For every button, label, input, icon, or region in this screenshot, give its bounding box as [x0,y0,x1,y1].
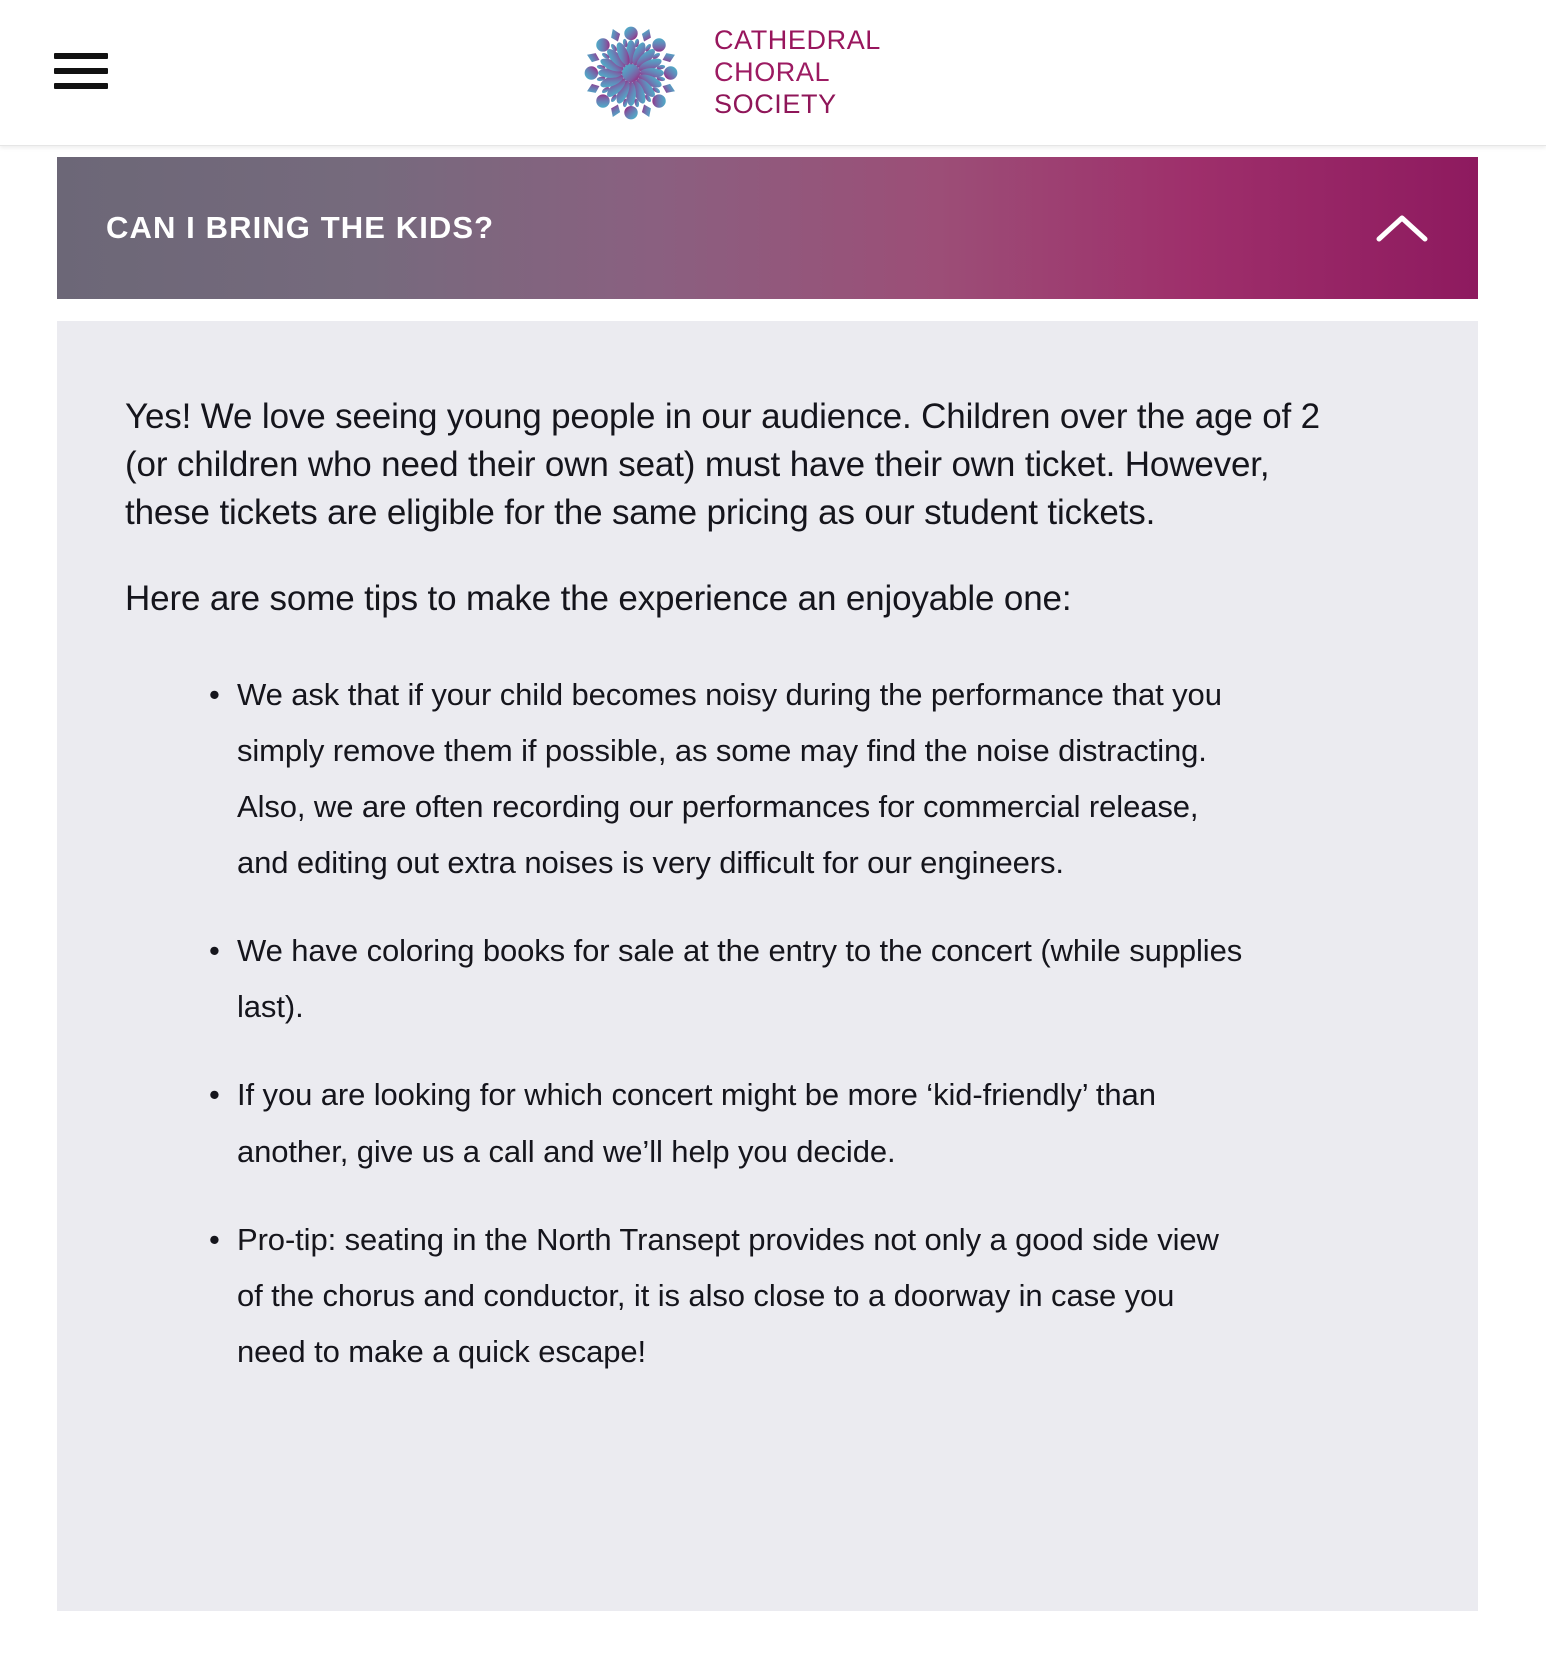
list-item: • We ask that if your child becomes noisy during the performance that you simply remove them if possible, as some may find the noise distracting. Also, we are often recording our performances for commercial release, and editing out extra noises is very difficult for our engineers. [237,667,1247,891]
chevron-up-icon[interactable] [1372,198,1432,258]
brand-logo-link[interactable] [570,12,881,134]
rose-window-mandala-logo-icon [570,12,692,134]
brand-line-1: CATHEDRAL [714,25,881,56]
faq-accordion-item [57,157,1478,1611]
brand-line-2: CHORAL [714,57,831,88]
list-item: • Pro-tip: seating in the North Transept provides not only a good side view of the chorus and conductor, it is also close to a doorway in case you need to make a quick escape! [237,1212,1247,1380]
list-item: • If you are looking for which concert might be more ‘kid-friendly’ than another, give us a call and we’ll help you decide. [237,1067,1247,1179]
brand-wordmark [714,25,881,121]
list-item: • We have coloring books for sale at the entry to the concert (while supplies last). [237,923,1247,1035]
hamburger-bar-1 [54,53,108,59]
answer-paragraph-intro: Yes! We love seeing young people in our audience. Children over the age of 2 (or children who need their own seat) must have their own ticket. However, these tickets are eligible for the same pricing as our student tickets. [125,397,1320,532]
tips-list [125,667,1410,1380]
site-header [0,0,1546,146]
hamburger-bar-2 [54,68,108,74]
hamburger-menu-icon[interactable] [54,50,108,92]
accordion-title: CAN I BRING THE KIDS? [106,210,495,245]
hamburger-bar-3 [54,83,108,89]
accordion-toggle-header[interactable] [57,157,1478,299]
brand-line-3: SOCIETY [714,88,837,119]
accordion-panel-content [57,321,1478,1611]
answer-paragraph-tips-lead: Here are some tips to make the experience an enjoyable one: [125,578,1072,618]
